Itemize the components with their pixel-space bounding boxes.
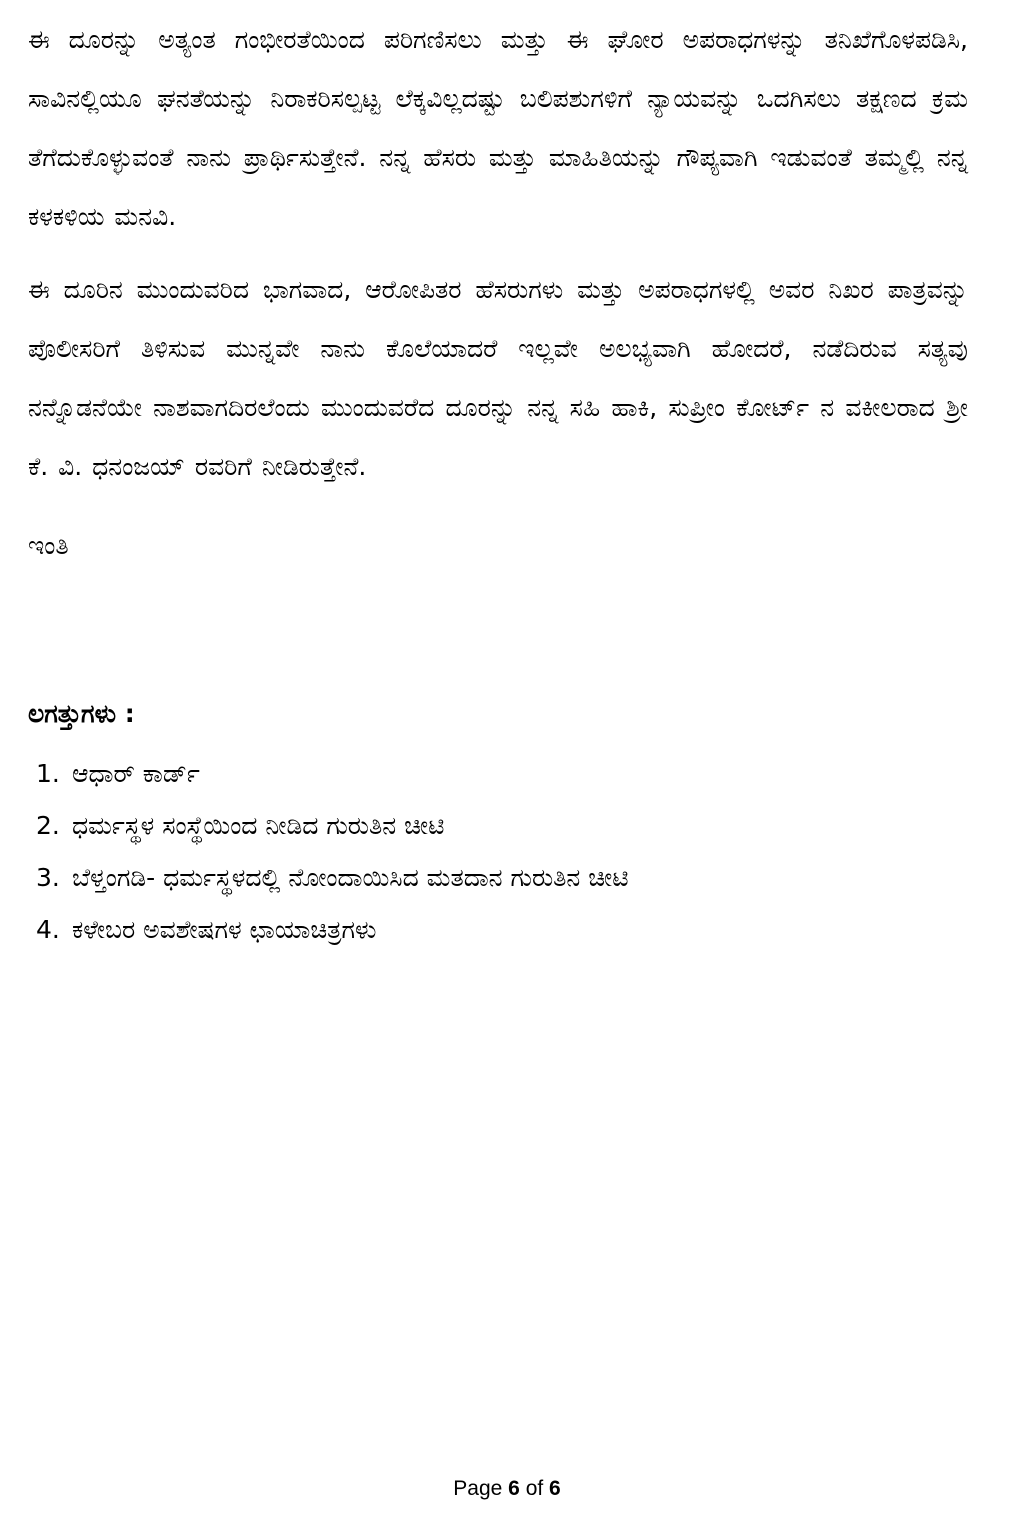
attachment-number: 1. [36,759,60,788]
total-page-count: 6 [549,1477,561,1500]
attachment-text: ಬೆಳ್ತಂಗಡಿ- ಧರ್ಮಸ್ಥಳದಲ್ಲಿ ನೋಂದಾಯಿಸಿದ ಮತದಾನ ಗುರುತಿನ ಚೀಟಿ [72,863,629,892]
attachment-number: 2. [36,811,60,840]
attachment-text: ಆಧಾರ್ ಕಾರ್ಡ್ [72,759,200,788]
attachment-item [36,800,968,852]
attachments-heading: ಲಗತ್ತುಗಳು : [28,699,135,728]
attachment-text: ಕಳೇಬರ ಅವಶೇಷಗಳ ಛಾಯಾಚಿತ್ರಗಳು [72,915,377,944]
complaint-paragraph-1: ಈ ದೂರನ್ನು ಅತ್ಯಂತ ಗಂಭೀರತೆಯಿಂದ ಪರಿಗಣಿಸಲು ಮತ್ತು ಈ ಘೋರ ಅಪರಾಧಗಳನ್ನು ತನಿಖೆಗೊಳಪಡಿಸಿ, ಸಾವಿನಲ್ಲಿಯೂ ಘನತೆಯನ್ನು ನಿರಾಕರಿಸಲ್ಪಟ್ಟ ಲೆಕ್ಕವಿಲ್ಲದಷ್ಟು ಬಲಿಪಶುಗಳಿಗೆ ನ್ಯಾಯವನ್ನು ಒದಗಿಸಲು ತಕ್ಷಣದ ಕ್ರಮ ತೆಗೆದುಕೊಳ್ಳುವಂತೆ ನಾನು ಪ್ರಾರ್ಥಿಸುತ್ತೇನೆ. ನನ್ನ ಹೆಸರು ಮತ್ತು ಮಾಹಿತಿಯನ್ನು ಗೌಪ್ಯವಾಗಿ ಇಡುವಂತೆ ತಮ್ಮಲ್ಲಿ ನನ್ನ ಕಳಕಳಿಯ ಮನವಿ. [28,25,968,231]
page-footer [0,1474,1014,1504]
attachment-item [36,748,968,800]
complaint-paragraph-2: ಈ ದೂರಿನ ಮುಂದುವರಿದ ಭಾಗವಾದ, ಆರೋಪಿತರ ಹೆಸರುಗಳು ಮತ್ತು ಅಪರಾಧಗಳಲ್ಲಿ ಅವರ ನಿಖರ ಪಾತ್ರವನ್ನು ಪೊಲೀಸರಿಗೆ ತಿಳಿಸುವ ಮುನ್ನವೇ ನಾನು ಕೊಲೆಯಾದರೆ ಇಲ್ಲವೇ ಅಲಭ್ಯವಾಗಿ ಹೋದರೆ, ನಡೆದಿರುವ ಸತ್ಯವು ನನ್ನೊಡನೆಯೇ ನಾಶವಾಗದಿರಲೆಂದು ಮುಂದುವರೆದ ದೂರನ್ನು ನನ್ನ ಸಹಿ ಹಾಕಿ, ಸುಪ್ರೀಂ ಕೋರ್ಟ್ ನ ವಕೀಲರಾದ ಶ್ರೀ ಕೆ. ವಿ. ಧನಂಜಯ್ ರವರಿಗೆ ನೀಡಿರುತ್ತೇನೆ. [28,275,968,481]
page-content [28,10,968,956]
current-page-number: 6 [508,1477,520,1500]
attachments-list [28,748,968,956]
attachment-text: ಧರ್ಮಸ್ಥಳ ಸಂಸ್ಥೆಯಿಂದ ನೀಡಿದ ಗುರುತಿನ ಚೀಟಿ [72,811,445,840]
attachment-item [36,904,968,956]
attachment-number: 4. [36,915,60,944]
page-word: Page [453,1477,503,1500]
attachment-number: 3. [36,863,60,892]
of-word: of [525,1477,544,1500]
closing-text: ಇಂತಿ [28,531,69,560]
attachment-item [36,852,968,904]
